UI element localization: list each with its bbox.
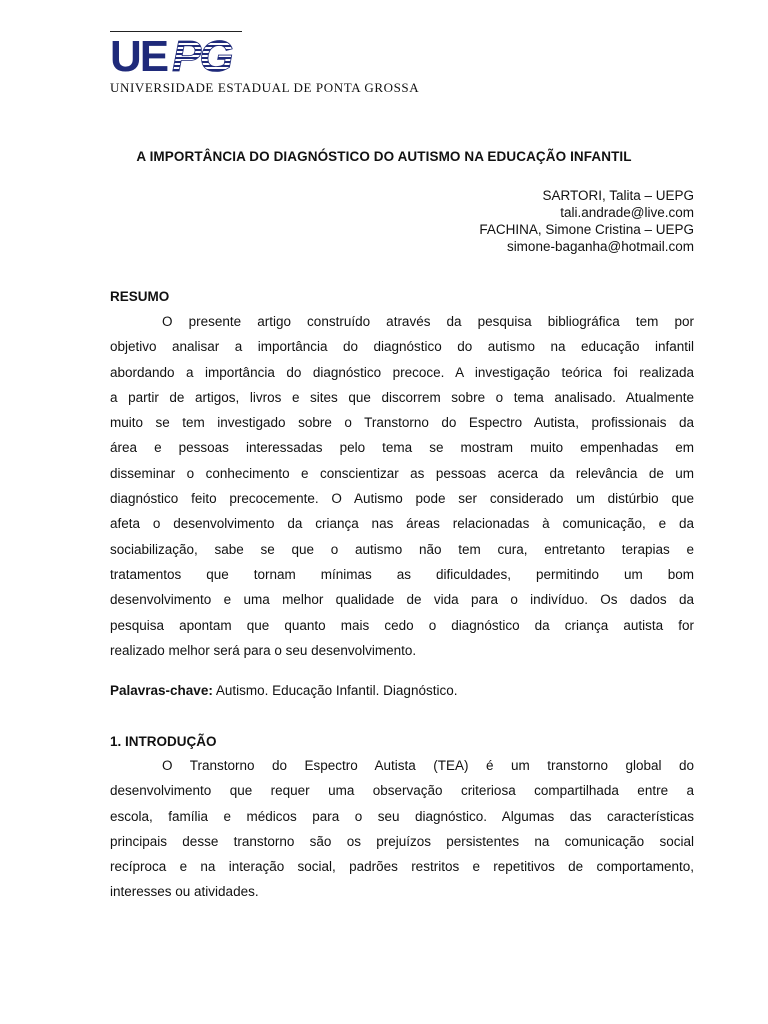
- intro-line: desenvolvimento que requer uma observação criteriosa compartilhada entre a: [110, 783, 694, 799]
- resumo-line: pesquisa apontam que quanto mais cedo o diagnóstico da criança autista for: [110, 617, 694, 633]
- intro-line: escola, família e médicos para o seu diagnóstico. Algumas das características: [110, 808, 694, 824]
- resumo-heading: RESUMO: [110, 289, 170, 304]
- intro-line: principais desse transtorno são os prejuízos persistentes na comunicação social: [110, 833, 694, 849]
- author-2-email: simone-baganha@hotmail.com: [506, 239, 694, 254]
- svg-text:UE: UE: [110, 33, 168, 77]
- author-1: SARTORI, Talita – UEPG: [542, 188, 694, 203]
- intro-line: interesses ou atividades.: [110, 884, 259, 900]
- resumo-line: muito se tem investigado sobre o Transtorno do Espectro Autista, profissionais da: [110, 415, 694, 431]
- resumo-line: afeta o desenvolvimento da criança nas áreas relacionadas à comunicação, e da: [110, 516, 694, 532]
- university-name: UNIVERSIDADE ESTADUAL DE PONTA GROSSA: [110, 80, 420, 95]
- resumo-line: desenvolvimento e uma melhor qualidade de vida para o indivíduo. Os dados da: [110, 592, 694, 608]
- intro-paragraph: [110, 753, 694, 905]
- intro-heading: 1. INTRODUÇÃO: [110, 734, 217, 749]
- uepg-logo: [108, 33, 238, 77]
- svg-text:PG: PG: [172, 33, 232, 77]
- resumo-paragraph: [110, 309, 694, 663]
- resumo-line: tratamentos que tornam mínimas as dificuldades, permitindo um bom: [110, 566, 694, 582]
- resumo-line: disseminar o conhecimento e conscientizar as pessoas acerca da relevância de um: [110, 465, 694, 481]
- paper-title: A IMPORTÂNCIA DO DIAGNÓSTICO DO AUTISMO NA EDUCAÇÃO INFANTIL: [136, 149, 632, 164]
- resumo-line: objetivo analisar a importância do diagnóstico do autismo na educação infantil: [110, 339, 694, 355]
- resumo-line: diagnóstico feito precocemente. O Autismo pode ser considerado um distúrbio que: [110, 491, 694, 507]
- author-2: FACHINA, Simone Cristina – UEPG: [479, 222, 694, 237]
- keywords-text: Autismo. Educação Infantil. Diagnóstico.: [212, 683, 458, 698]
- resumo-line: abordando a importância do diagnóstico precoce. A investigação teórica foi realizada: [110, 364, 694, 380]
- resumo-line: sociabilização, sabe se que o autismo não tem cura, entretanto terapias e: [110, 541, 694, 557]
- resumo-line: área e pessoas interessadas pelo tema se mostram muito empenhadas em: [110, 440, 694, 456]
- authors-block: [479, 187, 694, 255]
- keywords: [110, 683, 457, 698]
- author-1-email: tali.andrade@live.com: [560, 205, 694, 220]
- logo-rule: [110, 31, 242, 32]
- resumo-line: a partir de artigos, livros e sites que discorrem sobre o tema analisado. Atualmente: [110, 389, 694, 405]
- resumo-line: O presente artigo construído através da pesquisa bibliográfica tem por: [162, 314, 694, 329]
- keywords-label: Palavras-chave:: [110, 683, 213, 698]
- resumo-line: realizado melhor será para o seu desenvolvimento.: [110, 642, 417, 658]
- intro-line: O Transtorno do Espectro Autista (TEA) é um transtorno global do: [162, 758, 694, 773]
- intro-line: recíproca e na interação social, padrões restritos e repetitivos de comportamento,: [110, 859, 694, 875]
